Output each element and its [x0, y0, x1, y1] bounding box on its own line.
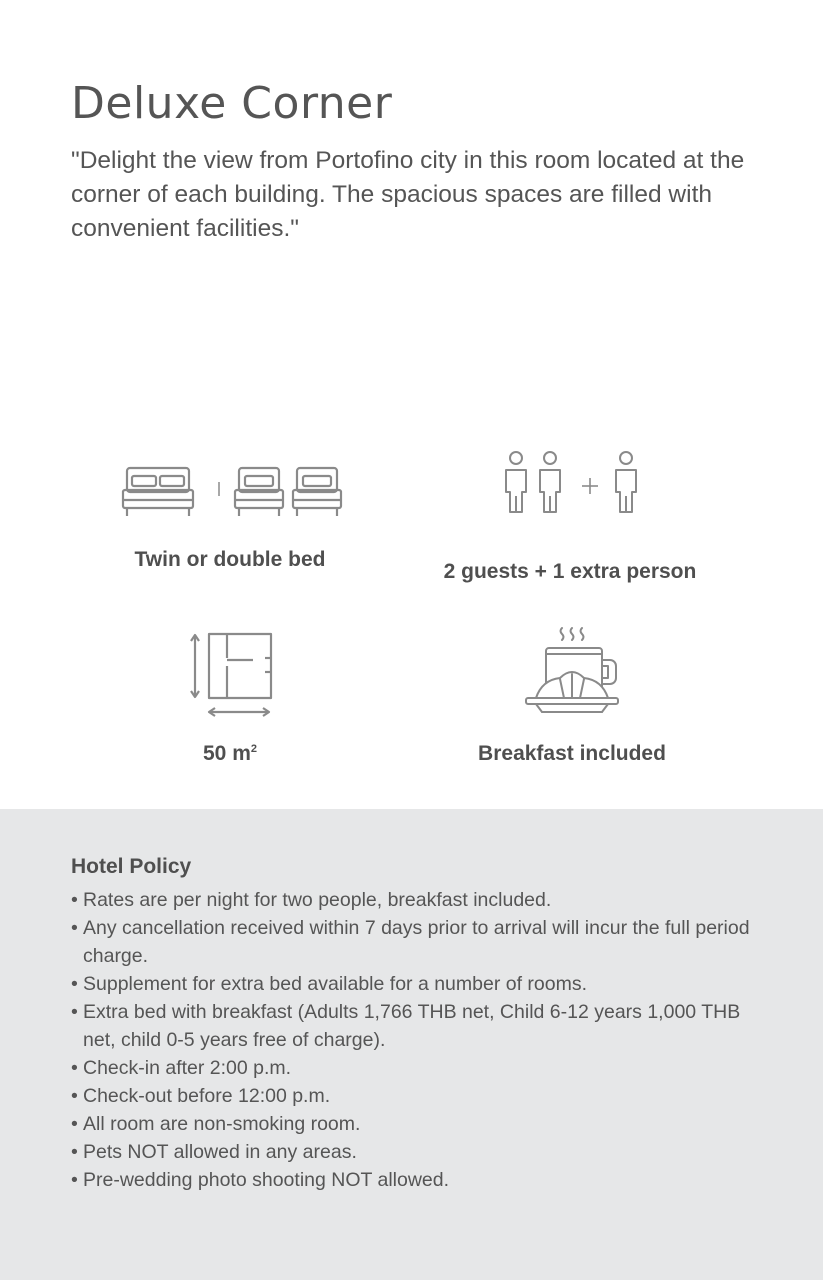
area-unit-superscript: 2: [250, 743, 257, 755]
floor-plan-icon: [187, 628, 273, 718]
policy-item: • Pre-wedding photo shooting NOT allowed.: [71, 1166, 771, 1194]
policy-item: • Rates are per night for two people, breakfast included.: [71, 886, 771, 914]
guests-label: 2 guests + 1 extra person: [443, 560, 697, 583]
hotel-policy-section: [0, 809, 823, 1280]
policy-item: • All room are non-smoking room.: [71, 1110, 771, 1138]
policy-heading: Hotel Policy: [71, 855, 192, 878]
coffee-croissant-icon: [522, 622, 622, 718]
room-description: "Delight the view from Portofino city in this room located at the corner of each building. The spacious spaces are filled with convenient facilities.": [71, 147, 745, 242]
bed-icon: [115, 460, 345, 520]
policy-item: • Extra bed with breakfast (Adults 1,766 THB net, Child 6-12 years 1,000 THB net, child 0-5 years free of charge).: [71, 998, 771, 1054]
feature-area: [110, 628, 350, 766]
area-label: [110, 742, 350, 766]
policy-item: • Supplement for extra bed available for a number of rooms.: [71, 970, 771, 998]
feature-guests: [420, 448, 720, 584]
feature-bed: [90, 460, 370, 572]
policy-item: • Check-in after 2:00 p.m.: [71, 1054, 771, 1082]
policy-item: • Any cancellation received within 7 days prior to arrival will incur the full period charge.: [71, 914, 771, 970]
area-value: 50 m: [203, 742, 251, 765]
room-title: Deluxe Corner: [71, 78, 393, 129]
breakfast-label: Breakfast included: [478, 742, 666, 765]
bed-label: Twin or double bed: [134, 548, 326, 571]
guests-icon: [490, 448, 650, 518]
policy-item: • Pets NOT allowed in any areas.: [71, 1138, 771, 1166]
policy-item: • Check-out before 12:00 p.m.: [71, 1082, 771, 1110]
feature-breakfast: [450, 622, 694, 766]
policy-list: [71, 886, 771, 1194]
